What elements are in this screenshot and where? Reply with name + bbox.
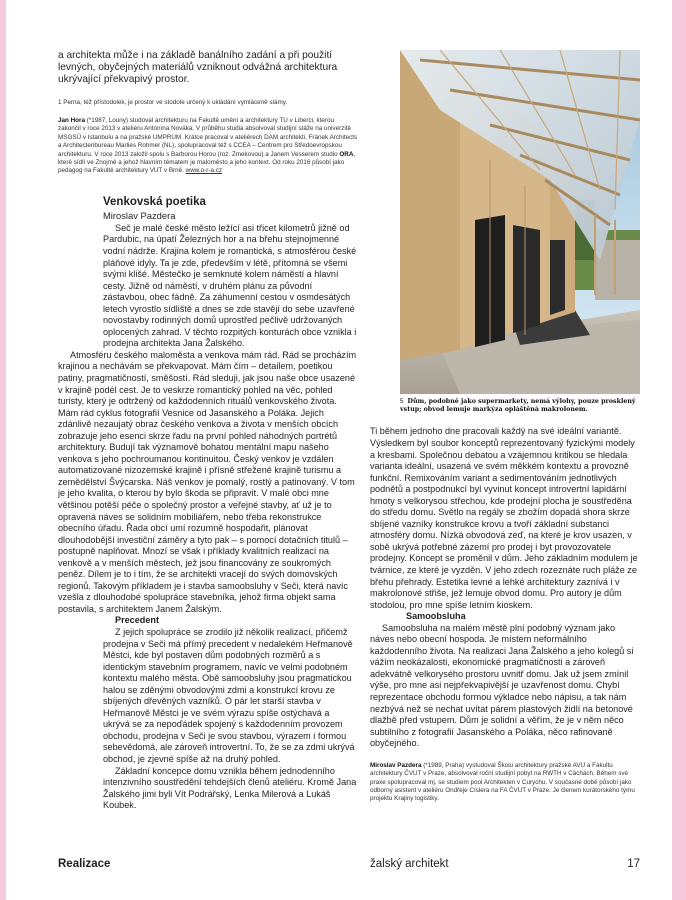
bio-text-2: , které sídlí ve Znojmě a jehož hlavním tématem je maloměsto a jeho kontext. Od roku 2016 působí jako pedagog na Fakultě architektury VUT v Brně.	[58, 150, 356, 175]
left-column	[58, 44, 358, 812]
caption-number: 5	[400, 398, 404, 405]
photo-caption	[400, 398, 640, 414]
article-author: Miroslav Pazdera	[103, 209, 176, 221]
lead-paragraph: a architekta může i na základě banálního zadání a při použití levných, obyčejných materiálů vzniknout odvážná architektura ukrývající překvapivý prostor.	[58, 50, 338, 86]
bio-name-pazdera: Miroslav Pazdera	[370, 761, 422, 769]
author-bio-hora	[58, 117, 358, 176]
footer-project: žalský architekt	[370, 858, 449, 870]
paragraph-2: Atmosféru českého maloměsta a venkova mám rád. Rád se procházím krajinou a nechávám se překvapovat. Mám čím – detailem, poetikou patiny, pragmatičností, směšostí. Rád sleduji, jak jsou naše obce usazené v krajině podél cest. Je to veskrze romantický pohled na věc, pohled turisty, který je odtržený od každodenních rituálů venkovského života. Mám rád cyklus fotografií Vesnice od Jasanského a Poláka. Jejich zdánlivě nezaujatý obraz českého venkova a života v menších obcích zobrazuje jeho esenci skrze řadu na první pohled náhodných portrétů architektury. Budují tak významově bohatou mentální mapu našeho venkova s jeho pochroumanou kontinuitou. Český venkov je vzdálen automatizované nizozemské krajině i přísně střežené krajině turismu a zemědělství Švýcarska. Náš venkov je pomalý, rostlý a patinovaný. V tom je jeho kvalita, o kterou by bylo škoda se připravit. V malé obci mne většinou potěší péče o společný prostor a veřejné stavby, ať už je to opravená náves se solidním mobiliářem, nebo třeba rekonstrukce obecního úřadu. Řada obcí umí rozumně hospodařit, plánovat dlouhodobější investiční záměry a tyto pak – s pomocí dotačních titulů – postupně naplňovat. Mnozí se však i příklady kvalitních realizací na venkově a v menších městech, jež jsou financovány ze soukromých peněz. Dílem je to i tím, že se architekti vracejí do svých domovských regionů. Takovým příkladem je i stavba samoobsluhy v Seči, která navíc vzešla z dlouhodobé spolupráce stavebníka, jehož firma objekt sama postavila, s architektem Janem Žalským.	[58, 349, 357, 614]
subheading-precedent: Precedent	[115, 615, 159, 626]
footnote: 1 Perna, též přístodolek, je prostor ve stodole určený k ukládání vymláceně slámy.	[58, 98, 288, 106]
bio-name: Jan Hora	[58, 117, 85, 125]
bio-text: (*1987, Louny) studoval architekturu na Fakultě umění a architektury TU v Liberci, kterou zakončil v roce 2013 v ateliéru Antonína Nováka. V průběhu studia absolvoval studijní stáže na univerzitě MSGSÜ v Istanbulu a na pražské UMPRUM. Krátce pracoval v ateliérech DAM architekti, Fránek Architects a Architectenbureau Marlies Rohmer (NL), spolupracoval též s CCEA – Centrem pro Středoevropskou architekturu. V roce 2013 založil spolu s Barborou Horou (roz. Zmekovou) a Janem Vesserem studio	[58, 117, 358, 158]
bio-text-pazdera: (*1989, Praha) vystudoval Školu architektury pražské AVU a Fakultu architektury ČVUT v Praze, absolvoval roční studijní pobyt na RWTH v Cáchách. Během své praxe spolupracoval mj. se studiem pool Architekten v Curychu. V současné době působí jako odborný asistent v ateliéru Ondřeje Císlera na FA ČVUT v Praze. Je členem kurátorského týmu projektu Krajiny logistiky.	[370, 761, 635, 803]
bio-web-link[interactable]: www.o-r-a.cz	[185, 167, 223, 175]
article	[58, 195, 358, 812]
subheading-samoobsluha: Samoobsluha	[406, 611, 466, 622]
bio-studio: ORA	[339, 150, 354, 158]
footer-section: Realizace	[58, 858, 111, 870]
article-title: Venkovská poetika	[103, 195, 206, 208]
paragraph-1: Seč je malé české město ležící asi třicet kilometrů jižně od Pardubic, na úpatí Železných hor a na břehu stejnojmenné vodní nádrže. Krajina kolem je romantická, s atmosférou české pláňové idyly. Ta je zde, především v létě, přítomná se všemi svými klišé. Městečko je semknuté kolem náměstí a hlavní cesty. Jižně od náměstí, v druhém plánu za původní zástavbou, obec fádně. Za záhumenní cestou v osmdesátých letech vyrostlo sídliště a dnes se zde stavějí do sebe uzavřené novostavby rodinných domů uprostřed pečlivě udržovaných oplocených zahrad. V těchto rozpitých konturách obce vznikla i prodejna architekta Jana Žalského.	[103, 222, 357, 349]
right-column	[370, 44, 640, 804]
right-paragraph-1: Ti během jednoho dne pracovali každý na své ideální variantě. Výsledkem byl soubor konceptů reprezentovaný fyzickými modely a kresbami. Společnou debatou a vzájemnou kritikou se hledala varianta ideální, usazená ve svém měkkém kontextu a provozně funkční. Remixováním variant a sedimentováním jednotlivých podnětů a postpodnukcí byl vyvinut koncept introvertní lapidární hmoty s velkorysou střechou, kde prodejní plocha je soustředěna do středu domu. Světlo na regály se zbožím dopadá shora skrze sbíjené vazníky konstrukce krovu a tvoří základní substanci atmosféry domu. Nízká obvodová zeď, na které je krov usazen, v sobě ukrývá potřebné zázemí pro prodej i byt provozovatele prodejny. Koncept se proměnil v dům. Jeho základním modulem je tvárnice, ze které je vyzděn. V jeho zdech rozeznáte ruch pláže ze břehu přehrady. Estetika levné a lehké architektury zaznívá i v makrolonové střiše, jež lemuje obvod domu. Pro autory je dům stodolou, pro mne spíše letním kioskem.	[370, 426, 638, 610]
page-footer	[58, 858, 640, 874]
building-photo	[400, 50, 640, 394]
right-body	[370, 426, 640, 803]
paragraph-4: Základní koncepce domu vznikla během jednodenního intenzivního soustředění tehdejších členů ateliéru. Kromě Jana Žalského jimi byli Vít Podrářský, Lenka Milerová a Lukáš Koubek.	[103, 765, 357, 811]
author-bio-pazdera	[370, 762, 640, 804]
page-number: 17	[627, 858, 640, 870]
caption-text: Dům, podobně jako supermarkety, nemá výlohy, pouze prosklený vstup; obvod lemuje markýza opláštěná makrolonem.	[400, 398, 636, 414]
right-paragraph-2: Samoobsluha na malém městě plní podobný význam jako náves nebo obecní hospoda. Je místem neformálního každodenního života. Na realizaci Jana Žalského a jeho kolegů si vážím neokázalosti, ekonomické pragmatičnosti a zároveň adekvátně velkorysého prostoru uvnitř domu. Jak už jsem zmínil výše, pro mne asi nejpřekvapivější je uzavřenost domu. Chybí reprezentace obchodu formou výkladce nebo nápisu, a tak nám nezbývá než se nechat uvítat párem plastových židlí na betonové dlažbě před vstupem. Dům je solidní a věřím, že je v něm něco subtilního z fotografií Jasanského a Poláka, něco rafinovaně obyčejného.	[370, 622, 634, 749]
paragraph-3: Z jejich spolupráce se zrodilo již několik realizací, přičemž prodejna v Seči má přímý precedent v nedalekém Heřmanově Městci, kde byl postaven dům podobných rozměrů a s identickým stavebním programem, navíc ve velmi podobném kontextu malého města. Obě samoobsluhy jsou pragmatickou halou se zděnými obvodovými zdmi a konstrukcí krovu ze sbíjených dřevěných vazníků. O pár let starší stavba v Heřmanově Městci je ve svém výrazu spíše ostýchavá a ukrývá se za nepoďádek spojený s každodenním provozem obchodu, prodejna v Seči je svou stavbou, výrazem i formou sebevědomá, ale zároveň introvertní. To, že se za zdmi ukrývá obchod, je zjevné spíše až na druhý pohled.	[103, 627, 355, 765]
page	[6, 0, 672, 900]
